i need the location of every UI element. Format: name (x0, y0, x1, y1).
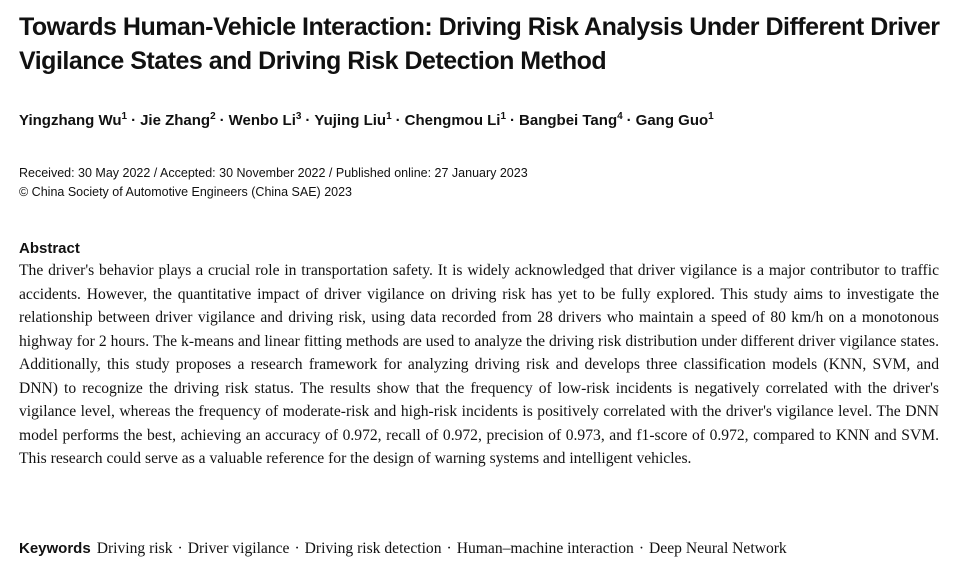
author-separator: · (510, 112, 516, 129)
author-name: Jie Zhang (140, 112, 211, 129)
author-name: Wenbo Li (228, 112, 296, 129)
paper-title: Towards Human-Vehicle Interaction: Driving Risk Analysis Under Different Driver Vigilance States and Driving Risk Detection Method (19, 13, 940, 75)
author-affiliation: 1 (500, 111, 507, 122)
author-affiliation: 1 (121, 111, 128, 122)
author-affiliation: 1 (708, 111, 714, 122)
keywords-list (97, 540, 787, 557)
keyword-item: Driving risk (96, 540, 173, 557)
author-affiliation: 2 (210, 111, 216, 122)
paper-page (19, 10, 941, 471)
author-separator: · (219, 112, 225, 129)
keyword-item: Driving risk detection (304, 540, 442, 557)
abstract-heading: Abstract (19, 240, 80, 257)
keyword-item: Driver vigilance (187, 540, 290, 557)
author-separator: · (626, 112, 632, 129)
dates-line: Received: 30 May 2022 / Accepted: 30 November 2022 / Published online: 27 January 2023 (19, 166, 528, 180)
author-affiliation: 4 (617, 111, 623, 122)
keyword-separator: · (177, 540, 183, 557)
keyword-separator: · (294, 540, 300, 557)
keyword-separator: · (446, 540, 452, 557)
keywords-line (19, 538, 949, 560)
author-separator: · (305, 112, 311, 129)
author-affiliation: 1 (386, 111, 392, 122)
author-list (19, 111, 941, 131)
keyword-item: Deep Neural Network (649, 540, 787, 557)
keyword-separator: · (638, 540, 645, 557)
author-name: Yujing Liu (314, 112, 387, 129)
publication-info (19, 164, 941, 202)
author-affiliation: 3 (295, 111, 302, 122)
copyright-line: © China Society of Automotive Engineers (China SAE) 2023 (19, 185, 353, 199)
keywords-label: Keywords (19, 540, 91, 557)
author-name: Yingzhang Wu (19, 112, 122, 129)
author-separator: · (395, 112, 401, 129)
keyword-item: Human–machine interaction (456, 540, 634, 557)
author-separator: · (131, 112, 137, 129)
author-name: Bangbei Tang (519, 112, 618, 129)
author-name: Gang Guo (635, 112, 709, 129)
author-name: Chengmou Li (404, 112, 501, 129)
abstract-text: The driver's behavior plays a crucial role in transportation safety. It is widely acknowledged that driver vigilance is a major contributor to traffic accidents. However, the quantitative impact of driver vigilance on driving risk has yet to be fully explored. This study aims to investigate the relationship between driver vigilance and driving risk, using data recorded from 28 drivers who maintain a speed of 80 km/h on a monotonous highway for 2 hours. The k-means and linear fitting methods are used to analyze the driving risk distribution under different driver vigilance states. Additionally, this study proposes a research framework for analyzing driving risk and develops three classification models (KNN, SVM, and DNN) to recognize the driving risk status. The results show that the frequency of low-risk incidents is negatively correlated with the driver's vigilance level, whereas the frequency of moderate-risk and high-risk incidents is positively correlated with the driver's vigilance level. The DNN model performs the best, achieving an accuracy of 0.972, recall of 0.972, precision of 0.973, and f1-score of 0.972, compared to KNN and SVM. This research could serve as a valuable reference for the design of warning systems and intelligent vehicles. (19, 262, 939, 467)
